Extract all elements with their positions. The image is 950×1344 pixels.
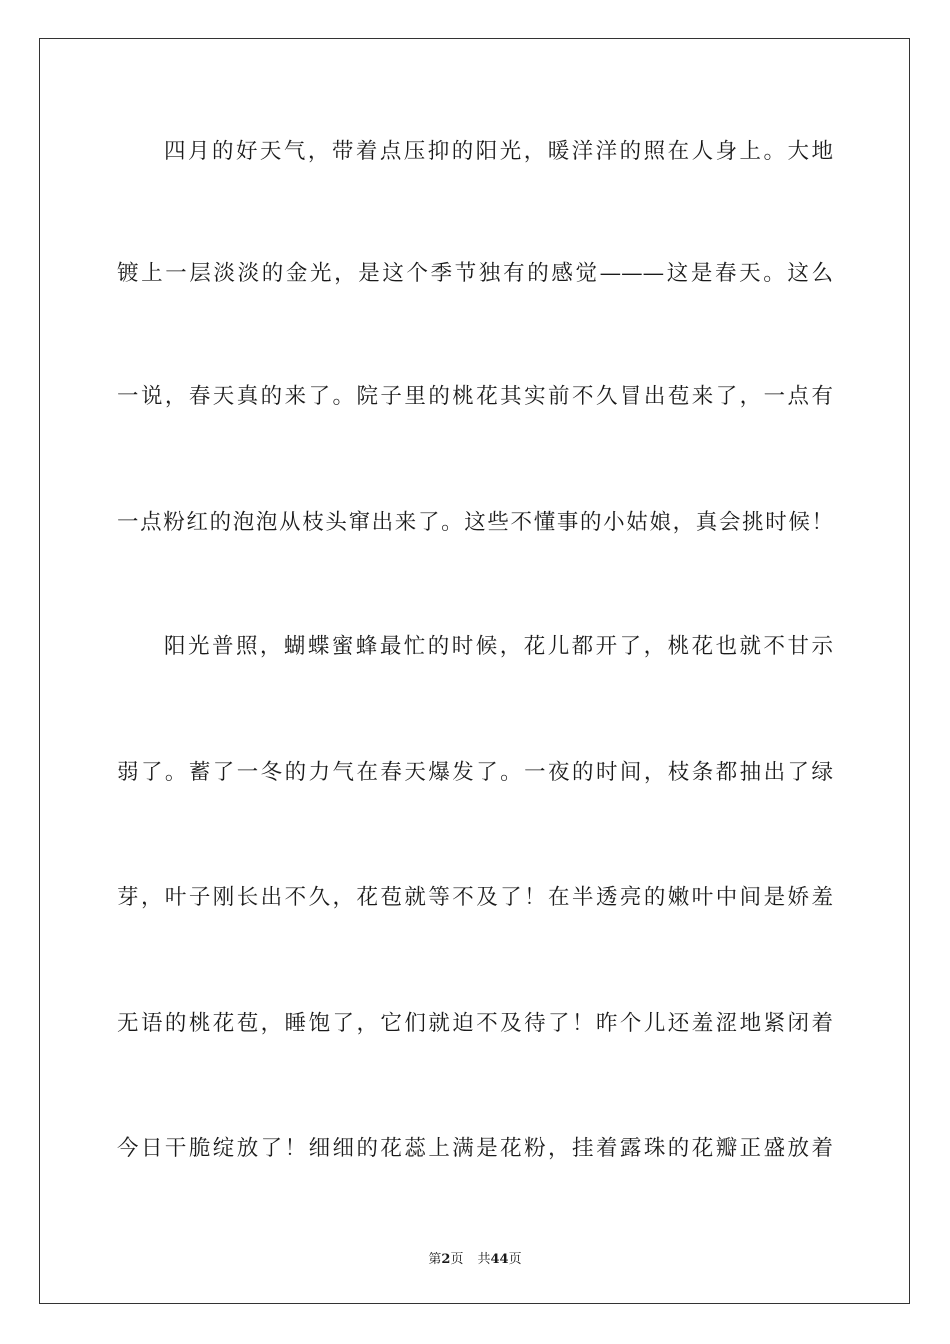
page-footer: [0, 1248, 950, 1267]
paragraph-1-line-1: 四月的好天气，带着点压抑的阳光，暖洋洋的照在人身上。大地: [164, 139, 833, 164]
page-prefix: 第: [428, 1252, 442, 1267]
paragraph-2-line-4: 无语的桃花苞，睡饱了，它们就迫不及待了！昨个儿还羞涩地紧闭着: [117, 1011, 833, 1036]
total-suffix: 页: [508, 1252, 522, 1267]
total-pages: 44: [490, 1252, 509, 1267]
page-border: [39, 38, 910, 1304]
paragraph-2-line-2: 弱了。蓄了一冬的力气在春天爆发了。一夜的时间，枝条都抽出了绿: [117, 760, 833, 785]
paragraph-2-line-5: 今日干脆绽放了！细细的花蕊上满是花粉，挂着露珠的花瓣正盛放着: [117, 1136, 833, 1161]
page-number: 2: [441, 1252, 451, 1267]
paragraph-2-line-1: 阳光普照，蝴蝶蜜蜂最忙的时候，花儿都开了，桃花也就不甘示: [164, 634, 833, 659]
paragraph-1-line-3: 一说，春天真的来了。院子里的桃花其实前不久冒出苞来了，一点有: [117, 384, 833, 409]
page-suffix: 页: [450, 1252, 464, 1267]
paragraph-1-line-2: 镀上一层淡淡的金光，是这个季节独有的感觉———这是春天。这么: [117, 261, 833, 286]
paragraph-1-line-4: 一点粉红的泡泡从枝头窜出来了。这些不懂事的小姑娘，真会挑时候！: [117, 510, 833, 535]
paragraph-2-line-3: 芽，叶子刚长出不久，花苞就等不及了！在半透亮的嫩叶中间是娇羞: [117, 885, 833, 910]
total-prefix: 共: [477, 1252, 491, 1267]
